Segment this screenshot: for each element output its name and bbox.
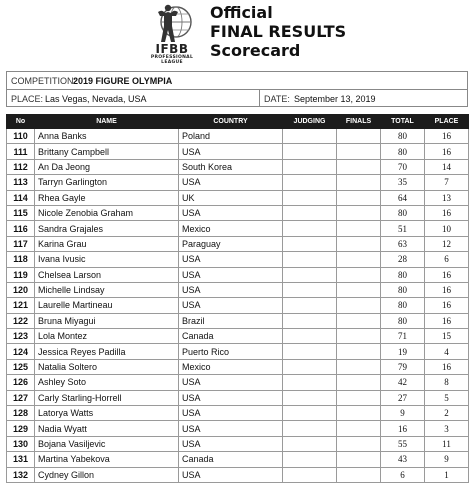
final-place: 2: [425, 406, 469, 421]
finals-score: [337, 421, 381, 436]
table-row: [7, 221, 469, 236]
judging-score: [283, 359, 337, 374]
table-row: [7, 375, 469, 390]
finals-score: [337, 190, 381, 205]
total-score: 70: [381, 159, 425, 174]
final-place: 16: [425, 282, 469, 297]
judging-score: [283, 159, 337, 174]
competitor-country: USA: [179, 205, 283, 220]
total-score: 6: [381, 467, 425, 482]
results-table: [6, 114, 469, 483]
final-place: 15: [425, 329, 469, 344]
table-header-row: [7, 115, 469, 129]
total-score: 27: [381, 390, 425, 405]
competition-label: COMPETITION:: [11, 76, 76, 86]
judging-score: [283, 190, 337, 205]
final-place: 3: [425, 421, 469, 436]
competitor-name: Ivana Ivusic: [35, 252, 179, 267]
table-row: [7, 252, 469, 267]
competitor-number: 111: [7, 144, 35, 159]
final-place: 5: [425, 390, 469, 405]
place-date-row: [7, 90, 467, 107]
finals-score: [337, 359, 381, 374]
final-place: 12: [425, 236, 469, 251]
competitor-country: USA: [179, 282, 283, 297]
finals-score: [337, 344, 381, 359]
competitor-country: South Korea: [179, 159, 283, 174]
competitor-country: Canada: [179, 452, 283, 467]
finals-score: [337, 267, 381, 282]
judging-score: [283, 144, 337, 159]
competitor-name: Karina Grau: [35, 236, 179, 251]
final-place: 6: [425, 252, 469, 267]
competitor-name: Natalia Soltero: [35, 359, 179, 374]
total-score: 28: [381, 252, 425, 267]
competitor-country: Poland: [179, 129, 283, 144]
judging-score: [283, 298, 337, 313]
finals-score: [337, 252, 381, 267]
final-place: 16: [425, 313, 469, 328]
competitor-name: Anna Banks: [35, 129, 179, 144]
competitor-number: 120: [7, 282, 35, 297]
title-line-1: Official: [210, 3, 273, 22]
judging-score: [283, 129, 337, 144]
judging-score: [283, 282, 337, 297]
competitor-country: USA: [179, 298, 283, 313]
competitor-name: Latorya Watts: [35, 406, 179, 421]
competitor-number: 132: [7, 467, 35, 482]
finals-score: [337, 329, 381, 344]
final-place: 7: [425, 175, 469, 190]
final-place: 8: [425, 375, 469, 390]
table-row: [7, 359, 469, 374]
competitor-name: Michelle Lindsay: [35, 282, 179, 297]
competitor-country: USA: [179, 390, 283, 405]
competitor-country: USA: [179, 467, 283, 482]
total-score: 43: [381, 452, 425, 467]
final-place: 16: [425, 298, 469, 313]
judging-score: [283, 406, 337, 421]
competitor-number: 113: [7, 175, 35, 190]
judging-score: [283, 390, 337, 405]
table-row: [7, 236, 469, 251]
competitor-name: Bojana Vasiljevic: [35, 436, 179, 451]
athlete-globe-logo-icon: [146, 2, 198, 46]
final-place: 1: [425, 467, 469, 482]
total-score: 80: [381, 144, 425, 159]
finals-score: [337, 282, 381, 297]
finals-score: [337, 390, 381, 405]
competitor-number: 118: [7, 252, 35, 267]
final-place: 16: [425, 359, 469, 374]
table-row: [7, 344, 469, 359]
total-score: 63: [381, 236, 425, 251]
competitor-country: USA: [179, 267, 283, 282]
finals-score: [337, 452, 381, 467]
total-score: 51: [381, 221, 425, 236]
competitor-number: 123: [7, 329, 35, 344]
column-header-place: PLACE: [425, 115, 469, 129]
table-row: [7, 298, 469, 313]
final-place: 4: [425, 344, 469, 359]
competitor-country: USA: [179, 436, 283, 451]
scorecard-header: [0, 0, 474, 66]
competitor-country: USA: [179, 175, 283, 190]
competitor-country: Mexico: [179, 359, 283, 374]
table-row: [7, 267, 469, 282]
competitor-number: 126: [7, 375, 35, 390]
competitor-name: Nadia Wyatt: [35, 421, 179, 436]
total-score: 35: [381, 175, 425, 190]
final-place: 16: [425, 144, 469, 159]
competition-info-box: [6, 71, 468, 107]
finals-score: [337, 467, 381, 482]
final-place: 11: [425, 436, 469, 451]
table-row: [7, 129, 469, 144]
competitor-country: Mexico: [179, 221, 283, 236]
competitor-name: Carly Starling-Horrell: [35, 390, 179, 405]
date-value: September 13, 2019: [294, 94, 376, 104]
competitor-name: An Da Jeong: [35, 159, 179, 174]
competitor-number: 131: [7, 452, 35, 467]
column-header-total: TOTAL: [381, 115, 425, 129]
table-row: [7, 406, 469, 421]
competitor-name: Tarryn Garlington: [35, 175, 179, 190]
finals-score: [337, 406, 381, 421]
finals-score: [337, 144, 381, 159]
finals-score: [337, 205, 381, 220]
column-header-no: No: [7, 115, 35, 129]
place-label: PLACE:: [11, 94, 44, 104]
competitor-number: 127: [7, 390, 35, 405]
judging-score: [283, 175, 337, 190]
total-score: 64: [381, 190, 425, 205]
table-row: [7, 205, 469, 220]
competitor-number: 130: [7, 436, 35, 451]
total-score: 80: [381, 298, 425, 313]
table-row: [7, 282, 469, 297]
column-header-finals: FINALS: [337, 115, 381, 129]
table-row: [7, 467, 469, 482]
place-value: Las Vegas, Nevada, USA: [45, 94, 147, 104]
competitor-country: UK: [179, 190, 283, 205]
competitor-name: Nicole Zenobia Graham: [35, 205, 179, 220]
competitor-number: 128: [7, 406, 35, 421]
final-place: 10: [425, 221, 469, 236]
total-score: 19: [381, 344, 425, 359]
final-place: 16: [425, 205, 469, 220]
total-score: 16: [381, 421, 425, 436]
judging-score: [283, 467, 337, 482]
competition-row: [7, 72, 467, 90]
judging-score: [283, 205, 337, 220]
final-place: 14: [425, 159, 469, 174]
finals-score: [337, 221, 381, 236]
competitor-name: Chelsea Larson: [35, 267, 179, 282]
competitor-number: 125: [7, 359, 35, 374]
competitor-name: Lola Montez: [35, 329, 179, 344]
table-row: [7, 313, 469, 328]
table-row: [7, 421, 469, 436]
competition-value: 2019 FIGURE OLYMPIA: [73, 76, 173, 86]
competitor-country: Canada: [179, 329, 283, 344]
judging-score: [283, 221, 337, 236]
finals-score: [337, 436, 381, 451]
total-score: 80: [381, 282, 425, 297]
competitor-number: 129: [7, 421, 35, 436]
competitor-name: Ashley Soto: [35, 375, 179, 390]
total-score: 79: [381, 359, 425, 374]
competitor-name: Rhea Gayle: [35, 190, 179, 205]
competitor-country: Paraguay: [179, 236, 283, 251]
title-line-2: FINAL RESULTS: [210, 22, 347, 41]
competitor-number: 115: [7, 205, 35, 220]
competitor-country: USA: [179, 144, 283, 159]
judging-score: [283, 236, 337, 251]
logo-subtext: PROFESSIONAL LEAGUE: [150, 55, 194, 65]
judging-score: [283, 329, 337, 344]
competitor-country: USA: [179, 252, 283, 267]
date-cell: [259, 90, 470, 107]
judging-score: [283, 452, 337, 467]
competitor-country: USA: [179, 406, 283, 421]
total-score: 80: [381, 313, 425, 328]
ifbb-logo: [140, 2, 204, 65]
judging-score: [283, 421, 337, 436]
competitor-country: Puerto Rico: [179, 344, 283, 359]
judging-score: [283, 267, 337, 282]
competitor-name: Laurelle Martineau: [35, 298, 179, 313]
table-row: [7, 175, 469, 190]
column-header-judging: JUDGING: [283, 115, 337, 129]
competitor-name: Jessica Reyes Padilla: [35, 344, 179, 359]
table-row: [7, 144, 469, 159]
final-place: 16: [425, 129, 469, 144]
total-score: 80: [381, 267, 425, 282]
final-place: 13: [425, 190, 469, 205]
competitor-number: 116: [7, 221, 35, 236]
results-table-body: [7, 129, 469, 483]
table-row: [7, 436, 469, 451]
total-score: 9: [381, 406, 425, 421]
table-row: [7, 390, 469, 405]
finals-score: [337, 313, 381, 328]
total-score: 42: [381, 375, 425, 390]
finals-score: [337, 298, 381, 313]
competitor-number: 119: [7, 267, 35, 282]
table-row: [7, 159, 469, 174]
total-score: 80: [381, 205, 425, 220]
judging-score: [283, 375, 337, 390]
competitor-name: Sandra Grajales: [35, 221, 179, 236]
competitor-number: 114: [7, 190, 35, 205]
judging-score: [283, 344, 337, 359]
judging-score: [283, 436, 337, 451]
competitor-number: 110: [7, 129, 35, 144]
competitor-number: 122: [7, 313, 35, 328]
table-row: [7, 452, 469, 467]
scorecard-title: [210, 3, 346, 60]
total-score: 55: [381, 436, 425, 451]
logo-text: IFBB: [155, 42, 189, 56]
total-score: 80: [381, 129, 425, 144]
final-place: 16: [425, 267, 469, 282]
judging-score: [283, 252, 337, 267]
finals-score: [337, 159, 381, 174]
competitor-name: Cydney Gillon: [35, 467, 179, 482]
competitor-country: USA: [179, 421, 283, 436]
date-label: DATE:: [264, 94, 290, 104]
competitor-number: 117: [7, 236, 35, 251]
judging-score: [283, 313, 337, 328]
table-row: [7, 329, 469, 344]
finals-score: [337, 129, 381, 144]
competitor-name: Bruna Miyagui: [35, 313, 179, 328]
final-place: 9: [425, 452, 469, 467]
finals-score: [337, 375, 381, 390]
competitor-name: Brittany Campbell: [35, 144, 179, 159]
finals-score: [337, 236, 381, 251]
total-score: 71: [381, 329, 425, 344]
competitor-name: Martina Yabekova: [35, 452, 179, 467]
competitor-country: Brazil: [179, 313, 283, 328]
table-row: [7, 190, 469, 205]
competitor-number: 121: [7, 298, 35, 313]
competitor-number: 124: [7, 344, 35, 359]
column-header-name: NAME: [35, 115, 179, 129]
title-line-3: Scorecard: [210, 41, 301, 60]
column-header-country: COUNTRY: [179, 115, 283, 129]
finals-score: [337, 175, 381, 190]
competitor-country: USA: [179, 375, 283, 390]
competitor-number: 112: [7, 159, 35, 174]
